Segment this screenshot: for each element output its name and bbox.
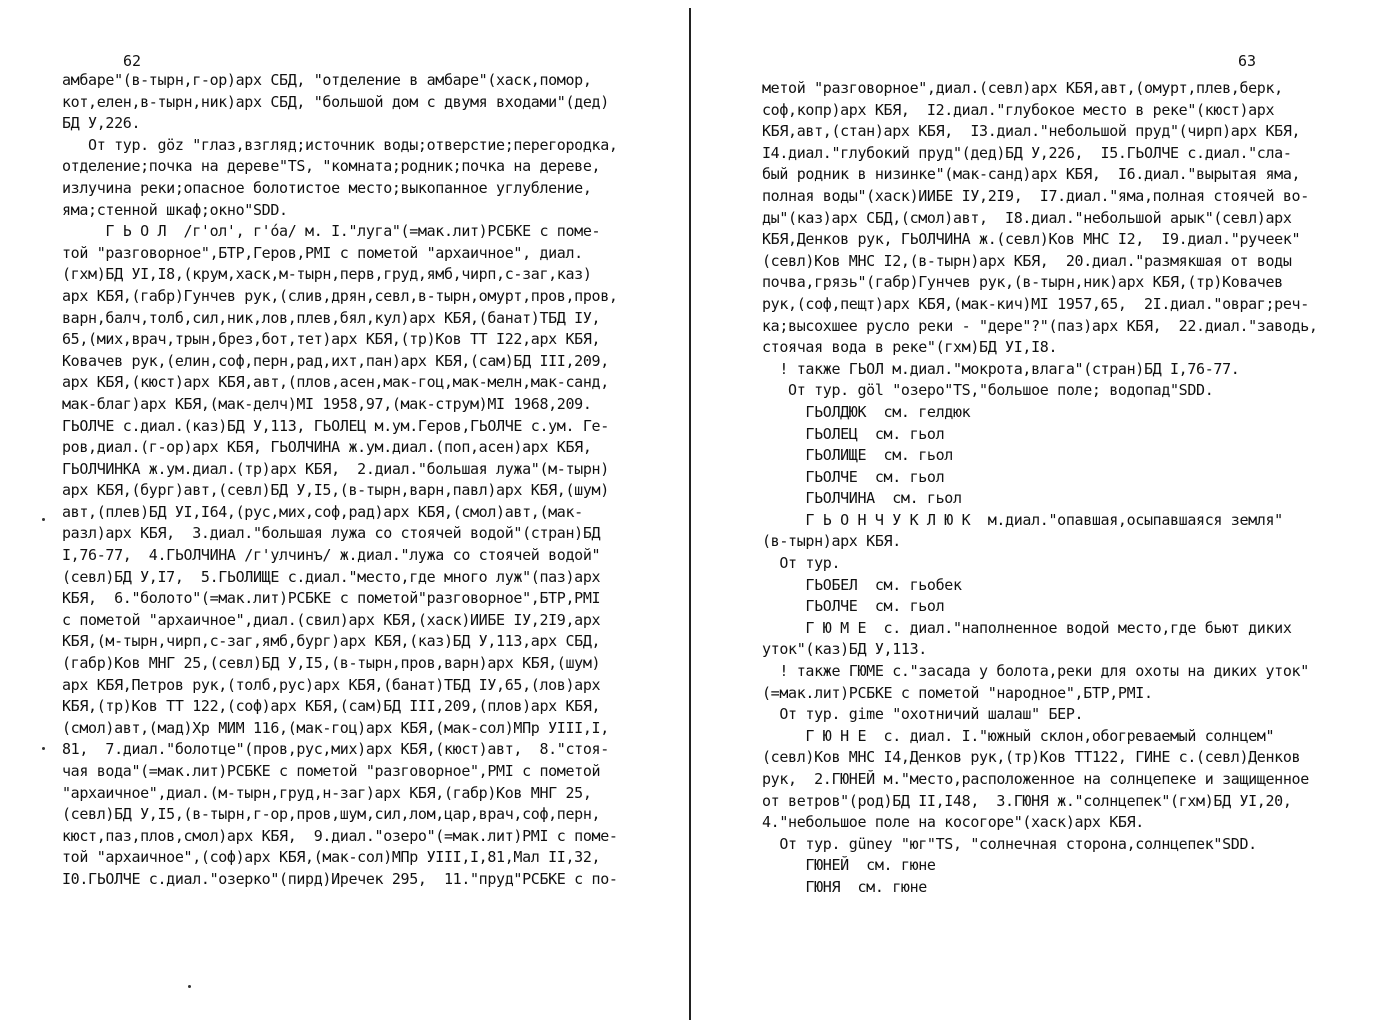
- text-line: полная воды"(хаск)ИИБЕ IУ,2I9, I7.диал."яма,полная стоячей во-: [762, 186, 1309, 205]
- text-line: арх КБЯ,(габр)Гунчев рук,(слив,дрян,севл,в-тырн,омурт,пров,пров,: [62, 286, 618, 305]
- text-line: ГЮНЕЙ см. гюне: [762, 856, 936, 875]
- text-line: ров,диал.(г-ор)арх КБЯ, ГЬОЛЧИНА ж.ум.диал.(поп,асен)арх КБЯ,: [62, 438, 592, 457]
- text-line: стоячая вода в реке"(гхм)БД УI,I8.: [762, 338, 1058, 357]
- text-line: I4.диал."глубокий пруд"(дед)БД У,226, I5.ГЬОЛЧЕ с.диал."сла-: [762, 143, 1292, 162]
- text-line: чая вода"(=мак.лит)РСБКЕ с пометой "разговорное",РМI с пометой: [62, 762, 601, 780]
- page-number: 62: [123, 52, 142, 70]
- text-line: (в-тырн)арх КБЯ.: [762, 532, 901, 551]
- text-line: (смол)авт,(мад)Хр МИМ 116,(мак-гоц)арх КБЯ,(мак-сол)МПр УIII,I,: [62, 718, 609, 737]
- text-line: метой "разговорное",диал.(севл)арх КБЯ,авт,(омурт,плев,берк,: [762, 79, 1283, 97]
- text-line: арх КБЯ,(кюст)арх КБЯ,авт,(плов,асен,мак-гоц,мак-мелн,мак-санд,: [62, 373, 609, 392]
- text-line: ГЬОЛЕЦ см. гьол: [762, 424, 945, 443]
- text-line: яма;стенной шкаф;окно"SDD.: [62, 200, 288, 219]
- text-line: 4."небольшое поле на косогоре"(хаск)арх КБЯ.: [762, 813, 1144, 832]
- text-line: арх КБЯ,Петров рук,(толб,рус)арх КБЯ,(банат)ТБД IУ,65,(лов)арх: [62, 675, 601, 694]
- text-line: 65,(мих,врач,трын,брез,бот,тет)арх КБЯ,(тр)Ков ТТ I22,арх КБЯ,: [62, 330, 601, 349]
- text-line: От тур. gime "охотничий шалаш" БЕР.: [762, 705, 1084, 724]
- text-line: той "архаичное",(соф)арх КБЯ,(мак-сол)МПр УIII,I,81,Мал II,32,: [62, 848, 601, 867]
- text-line: (севл)Ков МНС I4,Денков рук,(тр)Ков ТТ122, ГИНЕ с.(севл)Денков: [762, 748, 1301, 767]
- text-line: амбаре"(в-тырн,г-ор)арх СБД, "отделение в амбаре"(хаск,помор,: [62, 71, 592, 89]
- text-line: 81, 7.диал."болотце"(пров,рус,мих)арх КБЯ,(кюст)авт, 8."стоя-: [62, 740, 609, 759]
- text-line: КБЯ,(м-тырн,чирп,с-заг,ямб,бург)арх КБЯ,(каз)БД У,113,арх СБД,: [62, 632, 601, 651]
- text-line: ! также ГЮМЕ с."засада у болота,реки для охоты на диких уток": [762, 662, 1309, 681]
- text-line: ГЬОЛЧИНКА ж.ум.диал.(тр)арх КБЯ, 2.диал."большая лужа"(м-тырн): [62, 459, 609, 478]
- text-line: той "разговорное",БТР,Геров,РМI с пометой "архаичное", диал.: [62, 243, 583, 262]
- text-line: От тур. göz "глаз,взгляд;источник воды;отверстие;перегородка,: [62, 135, 618, 154]
- text-line: с пометой "архаичное",диал.(свил)арх КБЯ,(хаск)ИИБЕ IУ,2I9,арх: [62, 610, 601, 629]
- text-line: КБЯ, 6."болото"(=мак.лит)РСБКЕ с пометой"разговорное",БТР,РМI: [62, 589, 601, 608]
- text-line: Г Ю М Е с. диал."наполненное водой место,где бьют диких: [762, 618, 1292, 637]
- text-line: ка;высохшее русло реки - "дере"?"(паз)арх КБЯ, 22.диал."заводь,: [762, 316, 1318, 335]
- text-line: авт,(плев)БД УI,I64,(рус,мих,соф,рад)арх КБЯ,(смол)авт,(мак-: [62, 502, 583, 521]
- left-page-text: [62, 70, 618, 891]
- text-line: Г Ь О Н Ч У К Л Ю К м.диал."опавшая,осыпавшаяся земля": [762, 510, 1283, 529]
- scan-speck: [42, 518, 45, 521]
- text-line: От тур.: [762, 554, 841, 573]
- text-line: От тур. güney "юг"TS, "солнечная сторона,солнцепек"SDD.: [762, 834, 1257, 853]
- text-line: ! также ГЬОЛ м.диал."мокрота,влага"(стран)БД I,76-77.: [762, 359, 1240, 378]
- text-line: мак-благ)арх КБЯ,(мак-делч)МI 1958,97,(мак-струм)МI 1968,209.: [62, 394, 592, 413]
- text-line: кюст,паз,плов,смол)арх КБЯ, 9.диал."озеро"(=мак.лит)РМI с помe-: [62, 826, 618, 845]
- text-line: разл)арх КБЯ, 3.диал."большая лужа со стоячей водой"(стран)БД: [62, 524, 601, 543]
- text-line: ГЬОЛЧЕ с.диал.(каз)БД У,113, ГЬОЛЕЦ м.ум.Геров,ГЬОЛЧЕ с.ум. Ге-: [62, 416, 609, 435]
- text-line: Г Ь О Л /г'ол', г'óа/ м. I."луга"(=мак.лит)РСБКЕ с поме-: [62, 222, 601, 241]
- text-line: ГЬОЛЧЕ см. гьол: [762, 597, 945, 616]
- text-line: бый родник в низинке"(мак-санд)арх КБЯ, I6.диал."вырытая яма,: [762, 165, 1301, 184]
- text-line: КБЯ,Денков рук, ГЬОЛЧИНА ж.(севл)Ков МНС I2, I9.диал."ручеек": [762, 230, 1301, 249]
- text-line: ды"(каз)арх СБД,(смол)авт, I8.диал."небольшой арык"(севл)арх: [762, 208, 1292, 227]
- text-line: (гхм)БД УI,I8,(крум,хаск,м-тырн,перв,груд,ямб,чирп,с-заг,каз): [62, 265, 592, 284]
- scan-speck: [188, 985, 191, 988]
- text-line: (=мак.лит)РСБКЕ с пометой "народное",БТР,РМI.: [762, 683, 1153, 702]
- text-line: От тур. göl "озеро"TS,"большое поле; водопад"SDD.: [762, 381, 1214, 400]
- text-line: Ковачев рук,(елин,соф,перн,рад,ихт,пан)арх КБЯ,(сам)БД III,209,: [62, 351, 609, 370]
- text-line: I0.ГЬОЛЧЕ с.диал."озерко"(пирд)Иречек 295, 11."пруд"РСБКЕ с по-: [62, 869, 618, 888]
- text-line: КБЯ,(тр)Ков ТТ 122,(соф)арх КБЯ,(сам)БД III,209,(плов)арх КБЯ,: [62, 697, 601, 716]
- text-line: отделение;почка на дереве"TS, "комната;родник;почка на дереве,: [62, 157, 601, 176]
- text-line: арх КБЯ,(бург)авт,(севл)БД У,I5,(в-тырн,варн,павл)арх КБЯ,(шум): [62, 481, 609, 500]
- text-line: варн,балч,толб,сил,ник,лов,плев,бял,кул)арх КБЯ,(банат)ТБД IУ,: [62, 308, 601, 327]
- text-line: ГЬОБЕЛ см. гьобек: [762, 575, 962, 594]
- text-line: излучина реки;опасное болотистое место;выкопанное углубление,: [62, 178, 592, 197]
- page-gutter-divider: [689, 8, 691, 1020]
- text-line: БД У,226.: [62, 114, 141, 133]
- left-page: [0, 0, 690, 1028]
- text-line: кот,елен,в-тырн,ник)арх СБД, "большой дом с двумя входами"(дед): [62, 92, 609, 111]
- text-line: (севл)БД У,I7, 5.ГЬОЛИЩЕ с.диал."место,где много луж"(паз)арх: [62, 567, 601, 586]
- text-line: I,76-77, 4.ГЬОЛЧИНА /г'улчинъ/ ж.диал."лужа со стоячей водой": [62, 546, 601, 565]
- text-line: ГЮНЯ см. гюне: [762, 877, 927, 896]
- text-line: ГЬОЛДЮК см. гелдюк: [762, 402, 971, 421]
- text-line: ГЬОЛЧЕ см. гьол: [762, 467, 945, 486]
- text-line: ГЬОЛИЩЕ см. гьол: [762, 446, 953, 465]
- text-line: (севл)БД У,I5,(в-тырн,г-ор,пров,шум,сил,лом,цар,врач,соф,перн,: [62, 805, 601, 824]
- text-line: почва,грязь"(габр)Гунчев рук,(в-тырн,ник)арх КБЯ,(тр)Ковачев: [762, 273, 1283, 292]
- text-line: уток"(каз)БД У,113.: [762, 640, 927, 659]
- text-line: ГЬОЛЧИНА см. гьол: [762, 489, 962, 508]
- text-line: от ветров"(род)БД II,I48, 3.ГЮНЯ ж."солнцепек"(гхм)БД УI,20,: [762, 791, 1292, 810]
- scan-speck: [42, 747, 45, 750]
- page-number: 63: [1238, 52, 1257, 70]
- text-line: Г Ю Н Е с. диал. I."южный склон,обогреваемый солнцем": [762, 726, 1275, 745]
- text-line: соф,копр)арх КБЯ, I2.диал."глубокое место в реке"(кюст)арх: [762, 100, 1275, 119]
- text-line: (севл)Ков МНС I2,(в-тырн)арх КБЯ, 20.диал."размякшая от воды: [762, 251, 1292, 270]
- text-line: рук, 2.ГЮНЕЙ м."место,расположенное на солнцепеке и защищенное: [762, 770, 1309, 788]
- right-page-text: [762, 78, 1318, 899]
- right-page: [700, 0, 1400, 1028]
- text-line: КБЯ,авт,(стан)арх КБЯ, I3.диал."небольшой пруд"(чирп)арх КБЯ,: [762, 122, 1301, 141]
- text-line: (габр)Ков МНГ 25,(севл)БД У,I5,(в-тырн,пров,варн)арх КБЯ,(шум): [62, 654, 601, 673]
- text-line: рук,(соф,пещт)арх КБЯ,(мак-кич)МI 1957,65, 2I.диал."овраг;реч-: [762, 294, 1309, 313]
- text-line: "архаичное",диал.(м-тырн,груд,н-заг)арх КБЯ,(габр)Ков МНГ 25,: [62, 783, 592, 802]
